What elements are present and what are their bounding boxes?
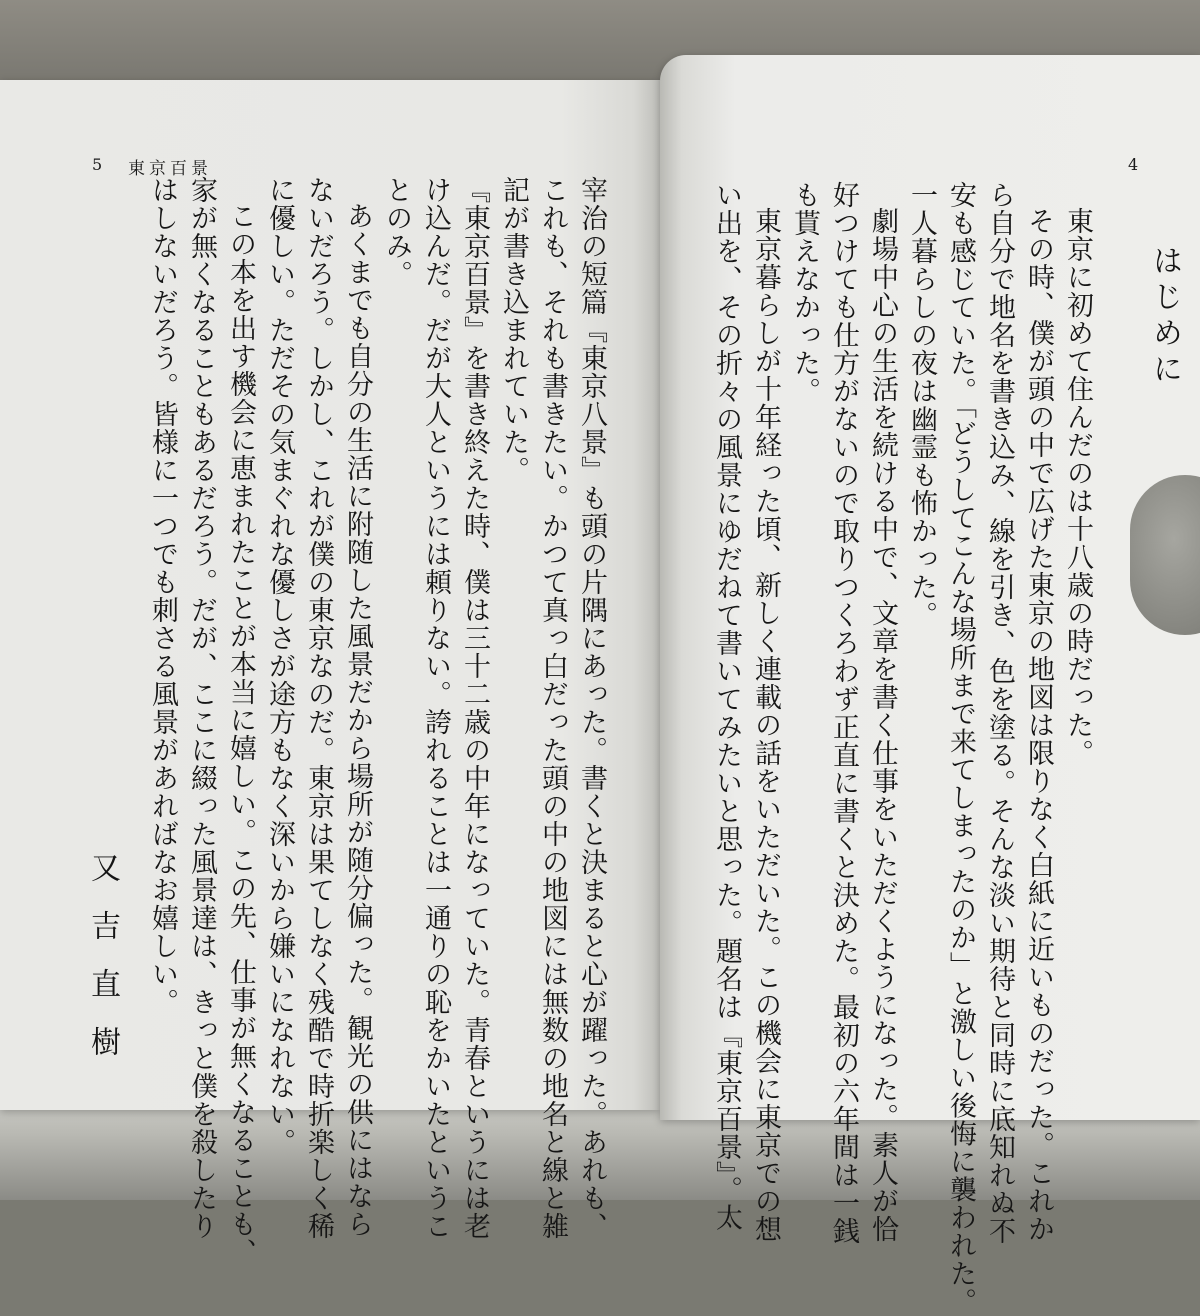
page-number-left: 5 bbox=[92, 155, 103, 174]
right-column-9: 東京暮らしが十年経った頃、新しく連載の話をいただいた。この機会に東京での想 bbox=[750, 207, 781, 1243]
left-column-3: 記が書き込まれていた。 bbox=[498, 176, 529, 484]
left-column-1: 宰治の短篇『東京八景』も頭の片隅にあった。書くと決まると心が躍った。あれも、 bbox=[576, 176, 607, 1240]
left-column-10: この本を出す機会に恵まれたことが本当に嬉しい。この先、仕事が無くなることも、 bbox=[225, 202, 256, 1266]
left-column-11: 家が無くなることもあるだろう。だが、ここに綴った風景達は、きっと僕を殺したり bbox=[186, 176, 217, 1240]
left-column-6: とのみ。 bbox=[381, 176, 412, 288]
right-column-10: い出を、その折々の風景にゆだねて書いてみたいと思った。題名は『東京百景』。太 bbox=[711, 181, 742, 1232]
left-column-7: あくまでも自分の生活に附随した風景だから場所が随分偏った。観光の供にはなら bbox=[342, 202, 373, 1238]
chapter-title: はじめに bbox=[1147, 245, 1182, 389]
right-column-5: 一人暮らしの夜は幽霊も怖かった。 bbox=[906, 181, 937, 629]
right-column-4: 安も感じていた。「どうしてこんな場所まで来てしまったのか」と激しい後悔に襲われた。 bbox=[945, 181, 976, 1316]
right-column-3: ら自分で地名を書き込み、線を引き、色を塗る。そんな淡い期待と同時に底知れぬ不 bbox=[984, 181, 1015, 1245]
left-page bbox=[0, 80, 660, 1266]
right-column-6: 劇場中心の生活を続ける中で、文章を書く仕事をいただくようになった。素人が恰 bbox=[867, 207, 898, 1243]
left-column-9: に優しい。ただその気まぐれな優しさが途方もなく深いから嫌いになれない。 bbox=[264, 176, 295, 1156]
right-column-2: その時、僕が頭の中で広げた東京の地図は限りなく白紙に近いものだった。これか bbox=[1023, 207, 1054, 1243]
left-column-2: これも、それも書きたい。かつて真っ白だった頭の中の地図には無数の地名と線と雑 bbox=[537, 176, 568, 1240]
right-column-1: 東京に初めて住んだのは十八歳の時だった。 bbox=[1062, 207, 1093, 767]
left-column-4: 『東京百景』を書き終えた時、僕は三十二歳の中年になっていた。青春というには老 bbox=[459, 176, 490, 1240]
left-column-12: はしないだろう。皆様に一つでも刺さる風景があればなお嬉しい。 bbox=[147, 176, 178, 1016]
left-column-5: け込んだ。だが大人というには頼りない。誇れることは一通りの恥をかいたというこ bbox=[420, 176, 451, 1240]
author-name: 又吉直樹 bbox=[85, 852, 120, 1084]
page-number-right: 4 bbox=[1128, 155, 1139, 174]
right-column-7: 好つけても仕方がないので取りつくろわず正直に書くと決めた。最初の六年間は一銭 bbox=[828, 181, 859, 1245]
right-column-8: も貰えなかった。 bbox=[789, 181, 820, 405]
right-page bbox=[660, 55, 1200, 1316]
thumb bbox=[1130, 475, 1200, 635]
left-column-8: ないだろう。しかし、これが僕の東京なのだ。東京は果てしなく残酷で時折楽しく稀 bbox=[303, 176, 334, 1240]
running-header: 東京百景 bbox=[128, 159, 212, 179]
